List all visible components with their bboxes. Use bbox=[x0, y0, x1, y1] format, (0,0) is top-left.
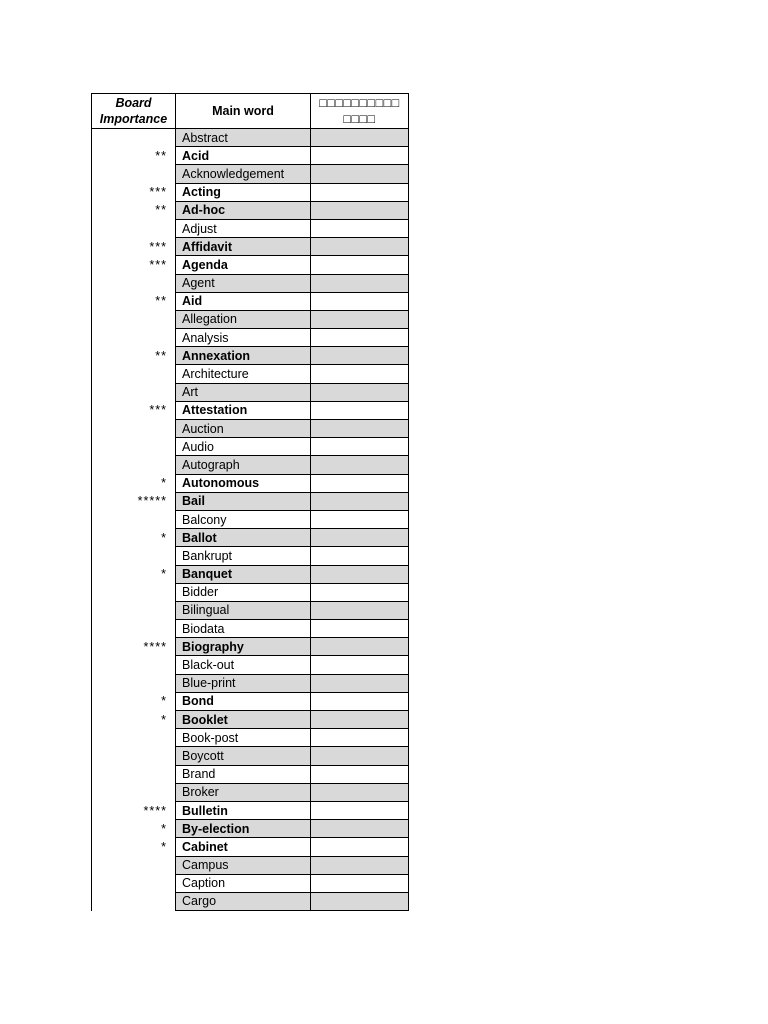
table-row bbox=[92, 838, 409, 856]
main-word: Blue-print bbox=[176, 674, 311, 692]
importance-stars bbox=[92, 601, 176, 619]
importance-stars: ** bbox=[92, 147, 176, 165]
table-row bbox=[92, 365, 409, 383]
main-word: Auction bbox=[176, 420, 311, 438]
table-body bbox=[92, 129, 409, 911]
main-word: Allegation bbox=[176, 310, 311, 328]
main-word: Banquet bbox=[176, 565, 311, 583]
main-word: Attestation bbox=[176, 401, 311, 419]
main-word: Adjust bbox=[176, 219, 311, 237]
table-row bbox=[92, 274, 409, 292]
table-row bbox=[92, 583, 409, 601]
meaning-cell bbox=[311, 238, 409, 256]
main-word: Booklet bbox=[176, 711, 311, 729]
table-row bbox=[92, 456, 409, 474]
table-row bbox=[92, 892, 409, 910]
meaning-cell bbox=[311, 620, 409, 638]
main-word: Art bbox=[176, 383, 311, 401]
main-word: Boycott bbox=[176, 747, 311, 765]
meaning-cell bbox=[311, 329, 409, 347]
meaning-cell bbox=[311, 547, 409, 565]
importance-stars bbox=[92, 456, 176, 474]
importance-stars bbox=[92, 420, 176, 438]
main-word: Architecture bbox=[176, 365, 311, 383]
importance-stars: *** bbox=[92, 183, 176, 201]
meaning-cell bbox=[311, 638, 409, 656]
importance-stars bbox=[92, 656, 176, 674]
importance-stars bbox=[92, 674, 176, 692]
table-row bbox=[92, 620, 409, 638]
main-word: Cabinet bbox=[176, 838, 311, 856]
vocabulary-table bbox=[91, 93, 409, 911]
meaning-cell bbox=[311, 420, 409, 438]
importance-stars: **** bbox=[92, 638, 176, 656]
table-row bbox=[92, 601, 409, 619]
table-row bbox=[92, 310, 409, 328]
importance-stars bbox=[92, 165, 176, 183]
meaning-cell bbox=[311, 692, 409, 710]
main-word: Affidavit bbox=[176, 238, 311, 256]
main-word: Acting bbox=[176, 183, 311, 201]
meaning-cell bbox=[311, 729, 409, 747]
main-word: Agenda bbox=[176, 256, 311, 274]
importance-stars bbox=[92, 856, 176, 874]
table-row bbox=[92, 329, 409, 347]
table-row bbox=[92, 820, 409, 838]
meaning-cell bbox=[311, 747, 409, 765]
importance-stars: * bbox=[92, 565, 176, 583]
table-row bbox=[92, 856, 409, 874]
meaning-cell bbox=[311, 510, 409, 528]
table-row bbox=[92, 165, 409, 183]
table-row bbox=[92, 692, 409, 710]
main-word: Black-out bbox=[176, 656, 311, 674]
importance-stars bbox=[92, 620, 176, 638]
table-row bbox=[92, 256, 409, 274]
importance-stars bbox=[92, 783, 176, 801]
meaning-cell bbox=[311, 438, 409, 456]
importance-stars: * bbox=[92, 692, 176, 710]
meaning-cell bbox=[311, 219, 409, 237]
table-row bbox=[92, 765, 409, 783]
main-word: Book-post bbox=[176, 729, 311, 747]
main-word: Abstract bbox=[176, 129, 311, 147]
header-board-importance: Board Importance bbox=[92, 94, 176, 129]
main-word: Broker bbox=[176, 783, 311, 801]
importance-stars: * bbox=[92, 820, 176, 838]
meaning-cell bbox=[311, 147, 409, 165]
meaning-cell bbox=[311, 474, 409, 492]
main-word: Aid bbox=[176, 292, 311, 310]
meaning-cell bbox=[311, 565, 409, 583]
importance-stars: ***** bbox=[92, 492, 176, 510]
meaning-cell bbox=[311, 310, 409, 328]
meaning-cell bbox=[311, 583, 409, 601]
importance-stars: * bbox=[92, 711, 176, 729]
main-word: Balcony bbox=[176, 510, 311, 528]
importance-stars: ** bbox=[92, 201, 176, 219]
table-row bbox=[92, 147, 409, 165]
importance-stars bbox=[92, 747, 176, 765]
meaning-cell bbox=[311, 256, 409, 274]
meaning-cell bbox=[311, 892, 409, 910]
meaning-cell bbox=[311, 383, 409, 401]
main-word: Agent bbox=[176, 274, 311, 292]
meaning-cell bbox=[311, 456, 409, 474]
meaning-cell bbox=[311, 274, 409, 292]
table-row bbox=[92, 347, 409, 365]
table-row bbox=[92, 711, 409, 729]
main-word: Analysis bbox=[176, 329, 311, 347]
meaning-cell bbox=[311, 874, 409, 892]
table-header bbox=[92, 94, 409, 129]
importance-stars bbox=[92, 510, 176, 528]
main-word: Audio bbox=[176, 438, 311, 456]
table-row bbox=[92, 401, 409, 419]
main-word: Bidder bbox=[176, 583, 311, 601]
main-word: By-election bbox=[176, 820, 311, 838]
importance-stars bbox=[92, 274, 176, 292]
importance-stars: *** bbox=[92, 256, 176, 274]
header-meaning: □□□□□□□□□□ □□□□ bbox=[311, 94, 409, 129]
main-word: Bankrupt bbox=[176, 547, 311, 565]
table-row bbox=[92, 492, 409, 510]
table-row bbox=[92, 438, 409, 456]
importance-stars bbox=[92, 219, 176, 237]
meaning-cell bbox=[311, 856, 409, 874]
meaning-cell bbox=[311, 838, 409, 856]
importance-stars bbox=[92, 729, 176, 747]
table-row bbox=[92, 747, 409, 765]
importance-stars bbox=[92, 438, 176, 456]
main-word: Bulletin bbox=[176, 801, 311, 819]
main-word: Caption bbox=[176, 874, 311, 892]
header-row bbox=[92, 94, 409, 129]
importance-stars: *** bbox=[92, 238, 176, 256]
table-row bbox=[92, 201, 409, 219]
main-word: Annexation bbox=[176, 347, 311, 365]
importance-stars bbox=[92, 310, 176, 328]
importance-stars bbox=[92, 329, 176, 347]
main-word: Acknowledgement bbox=[176, 165, 311, 183]
meaning-cell bbox=[311, 365, 409, 383]
table-row bbox=[92, 510, 409, 528]
table-row bbox=[92, 219, 409, 237]
importance-stars bbox=[92, 874, 176, 892]
meaning-cell bbox=[311, 492, 409, 510]
importance-stars: ** bbox=[92, 347, 176, 365]
importance-stars bbox=[92, 765, 176, 783]
main-word: Cargo bbox=[176, 892, 311, 910]
meaning-cell bbox=[311, 783, 409, 801]
meaning-cell bbox=[311, 820, 409, 838]
table-row bbox=[92, 420, 409, 438]
meaning-cell bbox=[311, 401, 409, 419]
table-row bbox=[92, 783, 409, 801]
table-row bbox=[92, 729, 409, 747]
main-word: Bail bbox=[176, 492, 311, 510]
meaning-cell bbox=[311, 801, 409, 819]
meaning-cell bbox=[311, 711, 409, 729]
importance-stars: ** bbox=[92, 292, 176, 310]
table-row bbox=[92, 183, 409, 201]
table-row bbox=[92, 674, 409, 692]
table-row bbox=[92, 801, 409, 819]
table-row bbox=[92, 474, 409, 492]
table-row bbox=[92, 383, 409, 401]
table-row bbox=[92, 656, 409, 674]
importance-stars bbox=[92, 583, 176, 601]
main-word: Autonomous bbox=[176, 474, 311, 492]
importance-stars: * bbox=[92, 529, 176, 547]
meaning-cell bbox=[311, 183, 409, 201]
meaning-cell bbox=[311, 674, 409, 692]
meaning-cell bbox=[311, 201, 409, 219]
importance-stars bbox=[92, 365, 176, 383]
main-word: Ad-hoc bbox=[176, 201, 311, 219]
table-row bbox=[92, 874, 409, 892]
meaning-cell bbox=[311, 292, 409, 310]
importance-stars: * bbox=[92, 838, 176, 856]
main-word: Acid bbox=[176, 147, 311, 165]
main-word: Autograph bbox=[176, 456, 311, 474]
table-row bbox=[92, 238, 409, 256]
table-row bbox=[92, 565, 409, 583]
importance-stars bbox=[92, 547, 176, 565]
main-word: Biography bbox=[176, 638, 311, 656]
meaning-cell bbox=[311, 529, 409, 547]
importance-stars bbox=[92, 892, 176, 910]
meaning-cell bbox=[311, 347, 409, 365]
importance-stars bbox=[92, 129, 176, 147]
table-row bbox=[92, 529, 409, 547]
table-row bbox=[92, 292, 409, 310]
meaning-cell bbox=[311, 165, 409, 183]
importance-stars: * bbox=[92, 474, 176, 492]
main-word: Brand bbox=[176, 765, 311, 783]
meaning-cell bbox=[311, 765, 409, 783]
meaning-cell bbox=[311, 129, 409, 147]
main-word: Bilingual bbox=[176, 601, 311, 619]
main-word: Ballot bbox=[176, 529, 311, 547]
meaning-cell bbox=[311, 601, 409, 619]
table-row bbox=[92, 638, 409, 656]
table-row bbox=[92, 129, 409, 147]
importance-stars bbox=[92, 383, 176, 401]
main-word: Biodata bbox=[176, 620, 311, 638]
importance-stars: **** bbox=[92, 801, 176, 819]
main-word: Bond bbox=[176, 692, 311, 710]
table-row bbox=[92, 547, 409, 565]
meaning-cell bbox=[311, 656, 409, 674]
main-word: Campus bbox=[176, 856, 311, 874]
importance-stars: *** bbox=[92, 401, 176, 419]
header-main-word: Main word bbox=[176, 94, 311, 129]
